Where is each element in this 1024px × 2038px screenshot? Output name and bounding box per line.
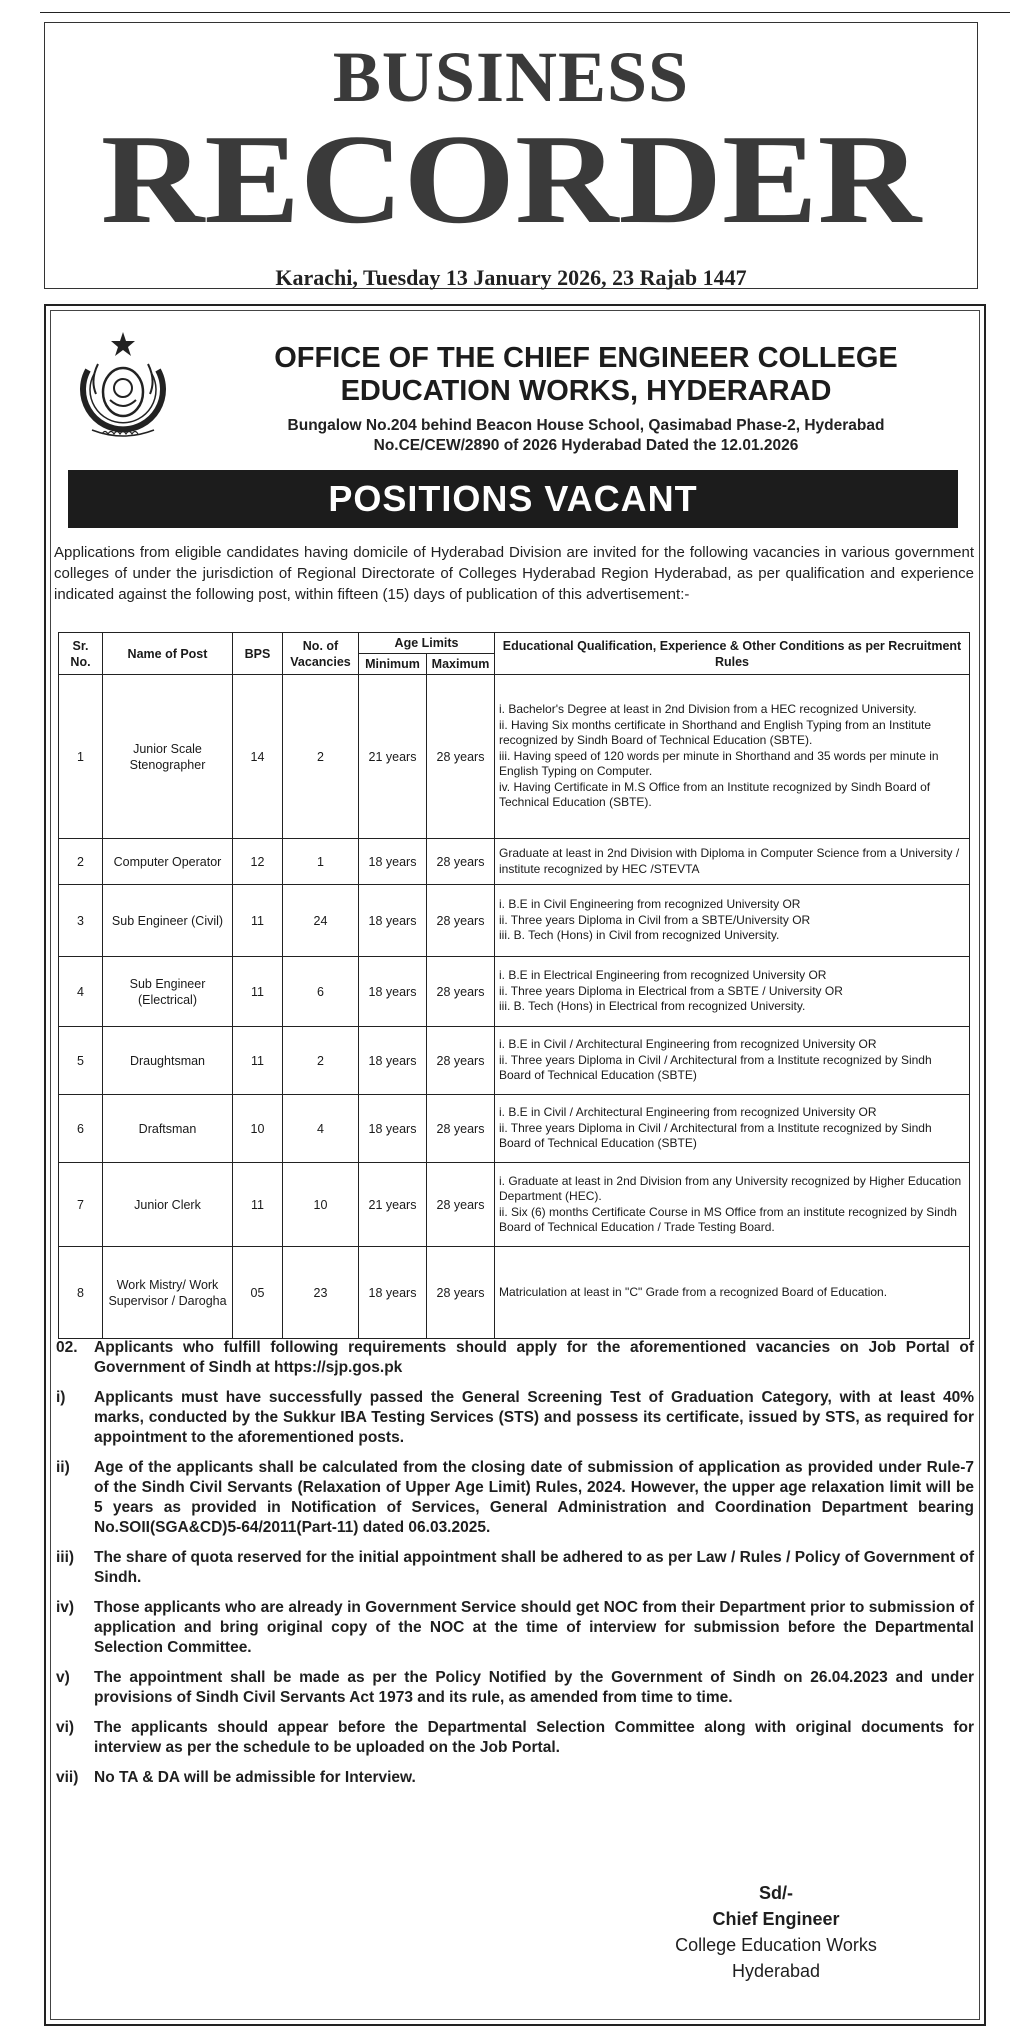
note-number: vii) — [56, 1769, 79, 1786]
notes-list — [56, 1338, 974, 1798]
cell-post: Draughtsman — [103, 1027, 233, 1095]
cell-bps: 11 — [233, 1163, 283, 1247]
cell-requirements — [495, 839, 970, 885]
cell-age-max: 28 years — [427, 675, 495, 839]
cell-age-min: 18 years — [359, 839, 427, 885]
cell-age-min: 18 years — [359, 1027, 427, 1095]
table-row — [59, 957, 970, 1027]
table-row — [59, 1027, 970, 1095]
cell-vacancies: 4 — [283, 1095, 359, 1163]
requirement-line: iii. B. Tech (Hons) in Electrical from recognized University. — [499, 999, 806, 1014]
cell-vacancies: 6 — [283, 957, 359, 1027]
note-item — [56, 1768, 974, 1788]
cell-post: Work Mistry/ Work Supervisor / Darogha — [103, 1247, 233, 1339]
newspaper-masthead — [44, 22, 978, 289]
cell-bps: 14 — [233, 675, 283, 839]
header-sr: Sr. No. — [59, 633, 103, 675]
cell-age-min: 21 years — [359, 1163, 427, 1247]
cell-sr: 6 — [59, 1095, 103, 1163]
cell-vacancies: 23 — [283, 1247, 359, 1339]
requirement-line: Matriculation at least in "C" Grade from a recognized Board of Education. — [499, 1284, 888, 1299]
cell-post: Draftsman — [103, 1095, 233, 1163]
requirement-line: ii. Having Six months certificate in Shorthand and English Typing from an Institute recognized by Sindh Board of Technical Education (SBTE). — [499, 717, 932, 748]
table-row — [59, 1095, 970, 1163]
note-text: The applicants should appear before the Departmental Selection Committee along with original documents for interview as per the schedule to be uploaded on the Job Portal. — [94, 1719, 974, 1756]
cell-post: Sub Engineer (Electrical) — [103, 957, 233, 1027]
signature-department: College Education Works — [675, 1935, 877, 1955]
office-title — [206, 342, 966, 408]
cell-age-min: 18 years — [359, 1247, 427, 1339]
note-item — [56, 1598, 974, 1658]
cell-sr: 2 — [59, 839, 103, 885]
office-reference: No.CE/CEW/2890 of 2026 Hyderabad Dated the 12.01.2026 — [373, 437, 799, 454]
note-item — [56, 1338, 974, 1378]
table-row — [59, 1247, 970, 1339]
requirement-line: ii. Three years Diploma in Civil / Architectural from a Institute recognized by Sindh Board of Technical Education (SBTE) — [499, 1120, 932, 1151]
cell-bps: 12 — [233, 839, 283, 885]
cell-age-max: 28 years — [427, 1027, 495, 1095]
requirement-line: i. B.E in Electrical Engineering from recognized University OR — [499, 968, 827, 983]
cell-vacancies: 2 — [283, 1027, 359, 1095]
advertisement — [44, 304, 986, 2026]
office-title-line2: EDUCATION WORKS, HYDERARAD — [340, 375, 832, 407]
cell-post: Computer Operator — [103, 839, 233, 885]
cell-age-min: 18 years — [359, 1095, 427, 1163]
note-number: iv) — [56, 1599, 75, 1616]
cell-sr: 5 — [59, 1027, 103, 1095]
masthead-recorder: RECORDER — [100, 108, 922, 250]
header-age-min: Minimum — [359, 654, 427, 675]
cell-bps: 05 — [233, 1247, 283, 1339]
cell-age-min: 18 years — [359, 957, 427, 1027]
requirement-line: iii. Having speed of 120 words per minute in Shorthand and 35 words per minute in English Typing on Computer. — [499, 748, 939, 779]
cell-sr: 8 — [59, 1247, 103, 1339]
note-text: Age of the applicants shall be calculated from the closing date of submission of application as provided under Rule-7 of the Sindh Civil Servants (Relaxation of Upper Age Limit) Rules, 2024. However, the upper age relaxation limit will be 5 years as provided in Notification of Services, General Administration and Coordination Department bearing No.SOII(SGA&CD)5-64/2011(Part-11) dated 06.03.2025. — [94, 1459, 974, 1536]
cell-bps: 11 — [233, 957, 283, 1027]
cell-requirements — [495, 1027, 970, 1095]
note-item — [56, 1388, 974, 1448]
header-bps: BPS — [233, 633, 283, 675]
cell-sr: 3 — [59, 885, 103, 957]
cell-vacancies: 24 — [283, 885, 359, 957]
intro-paragraph: Applications from eligible candidates having domicile of Hyderabad Division are invited for the following vacancies in various government colleges of under the jurisdiction of Regional Directorate of Colleges Hyderabad Region Hyderabad, as per qualification and experience indicated against the following post, within fifteen (15) days of publication of this advertisement:- — [54, 544, 974, 603]
note-number: i) — [56, 1389, 66, 1406]
note-text: Applicants must have successfully passed the General Screening Test of Graduation Category, with at least 40% marks, conducted by the Sukkur IBA Testing Services (STS) and possess its certificate, issued by STS, as required for appointment to the aforementioned posts. — [94, 1389, 974, 1446]
table-row — [59, 675, 970, 839]
signature-block — [646, 1880, 906, 1984]
cell-age-max: 28 years — [427, 957, 495, 1027]
cell-age-max: 28 years — [427, 1163, 495, 1247]
cell-post: Sub Engineer (Civil) — [103, 885, 233, 957]
header-age-max: Maximum — [427, 654, 495, 675]
cell-sr: 4 — [59, 957, 103, 1027]
cell-age-min: 18 years — [359, 885, 427, 957]
signature-sd: Sd/- — [759, 1883, 793, 1903]
positions-vacant-banner — [68, 470, 958, 528]
header-requirements: Educational Qualification, Experience & Other Conditions as per Recruitment Rules — [495, 633, 970, 675]
cell-post: Junior Scale Stenographer — [103, 675, 233, 839]
requirement-line: Graduate at least in 2nd Division with Diploma in Computer Science from a University / institute recognized by HEC /STEVTA — [499, 846, 960, 876]
cell-vacancies: 1 — [283, 839, 359, 885]
requirement-line: ii. Three years Diploma in Civil / Architectural from a Institute recognized by Sindh Board of Technical Education (SBTE) — [499, 1052, 932, 1083]
note-number: iii) — [56, 1549, 75, 1566]
note-item — [56, 1668, 974, 1708]
masthead-business: BUSINESS — [332, 37, 690, 117]
banner-text: POSITIONS VACANT — [328, 478, 698, 519]
requirement-line: iv. Having Certificate in M.S Office from an Institute recognized by Sindh Board of Technical Education (SBTE). — [499, 779, 931, 810]
table-row — [59, 1163, 970, 1247]
requirement-line: i. Bachelor's Degree at least in 2nd Division from a HEC recognized University. — [499, 702, 917, 717]
note-item — [56, 1548, 974, 1588]
cell-age-max: 28 years — [427, 1095, 495, 1163]
note-text: No TA & DA will be admissible for Interview. — [94, 1769, 416, 1786]
requirement-line: ii. Three years Diploma in Electrical from a SBTE / University OR — [499, 983, 843, 998]
vacancies-table — [58, 632, 970, 1339]
cell-vacancies: 10 — [283, 1163, 359, 1247]
requirement-line: ii. Three years Diploma in Civil from a SBTE/University OR — [499, 912, 811, 927]
sindh-government-emblem-icon — [68, 330, 178, 450]
office-title-line1: OFFICE OF THE CHIEF ENGINEER COLLEGE — [274, 342, 898, 374]
cell-age-min: 21 years — [359, 675, 427, 839]
cell-requirements — [495, 1095, 970, 1163]
cell-post: Junior Clerk — [103, 1163, 233, 1247]
masthead-dateline: Karachi, Tuesday 13 January 2026, 23 Rajab 1447 — [275, 265, 747, 290]
note-number: 02. — [56, 1339, 78, 1356]
note-number: v) — [56, 1669, 70, 1686]
requirement-line: i. B.E in Civil / Architectural Engineering from recognized University OR — [499, 1105, 877, 1120]
note-text: Those applicants who are already in Government Service should get NOC from their Department prior to submission of application and bring original copy of the NOC at the time of interview for submission before the Departmental Selection Committee. — [94, 1599, 974, 1656]
table-row — [59, 839, 970, 885]
cell-vacancies: 2 — [283, 675, 359, 839]
cell-bps: 10 — [233, 1095, 283, 1163]
office-address: Bungalow No.204 behind Beacon House School, Qasimabad Phase-2, Hyderabad — [287, 417, 885, 434]
cell-requirements — [495, 675, 970, 839]
header-post: Name of Post — [103, 633, 233, 675]
cell-bps: 11 — [233, 1027, 283, 1095]
note-number: vi) — [56, 1719, 75, 1736]
note-text: The share of quota reserved for the initial appointment shall be adhered to as per Law / Rules / Policy of Government of Sindh. — [94, 1549, 974, 1586]
cell-age-max: 28 years — [427, 1247, 495, 1339]
cell-sr: 7 — [59, 1163, 103, 1247]
signature-city: Hyderabad — [731, 1961, 821, 1981]
signature-title: Chief Engineer — [712, 1909, 840, 1929]
header-vacancies: No. of Vacancies — [283, 633, 359, 675]
office-address-block — [206, 416, 966, 456]
note-item — [56, 1718, 974, 1758]
cell-age-max: 28 years — [427, 839, 495, 885]
cell-age-max: 28 years — [427, 885, 495, 957]
header-age-limits: Age Limits — [359, 633, 495, 654]
requirement-line: i. B.E in Civil / Architectural Engineering from recognized University OR — [499, 1037, 877, 1052]
note-text: Applicants who fulfill following requirements should apply for the aforementioned vacancies on Job Portal of Government of Sindh at https://sjp.gos.pk — [94, 1339, 974, 1376]
requirement-line: i. B.E in Civil Engineering from recognized University OR — [499, 897, 801, 912]
requirement-line: i. Graduate at least in 2nd Division from any University recognized by Higher Education Department (HEC). — [499, 1173, 962, 1203]
cell-sr: 1 — [59, 675, 103, 839]
cell-requirements — [495, 957, 970, 1027]
cell-bps: 11 — [233, 885, 283, 957]
cell-requirements — [495, 885, 970, 957]
requirement-line: ii. Six (6) months Certificate Course in MS Office from an institute recognized by Sindh Board of Technical Education / Trade Testing Board. — [499, 1204, 957, 1234]
cell-requirements — [495, 1247, 970, 1339]
requirement-line: iii. B. Tech (Hons) in Civil from recognized University. — [499, 928, 780, 943]
cell-requirements — [495, 1163, 970, 1247]
note-text: The appointment shall be made as per the Policy Notified by the Government of Sindh on 26.04.2023 and under provisions of Sindh Civil Servants Act 1973 and its rule, as amended from time to time. — [94, 1669, 974, 1706]
top-rule — [40, 12, 1010, 13]
note-item — [56, 1458, 974, 1538]
table-row — [59, 885, 970, 957]
note-number: ii) — [56, 1459, 70, 1476]
